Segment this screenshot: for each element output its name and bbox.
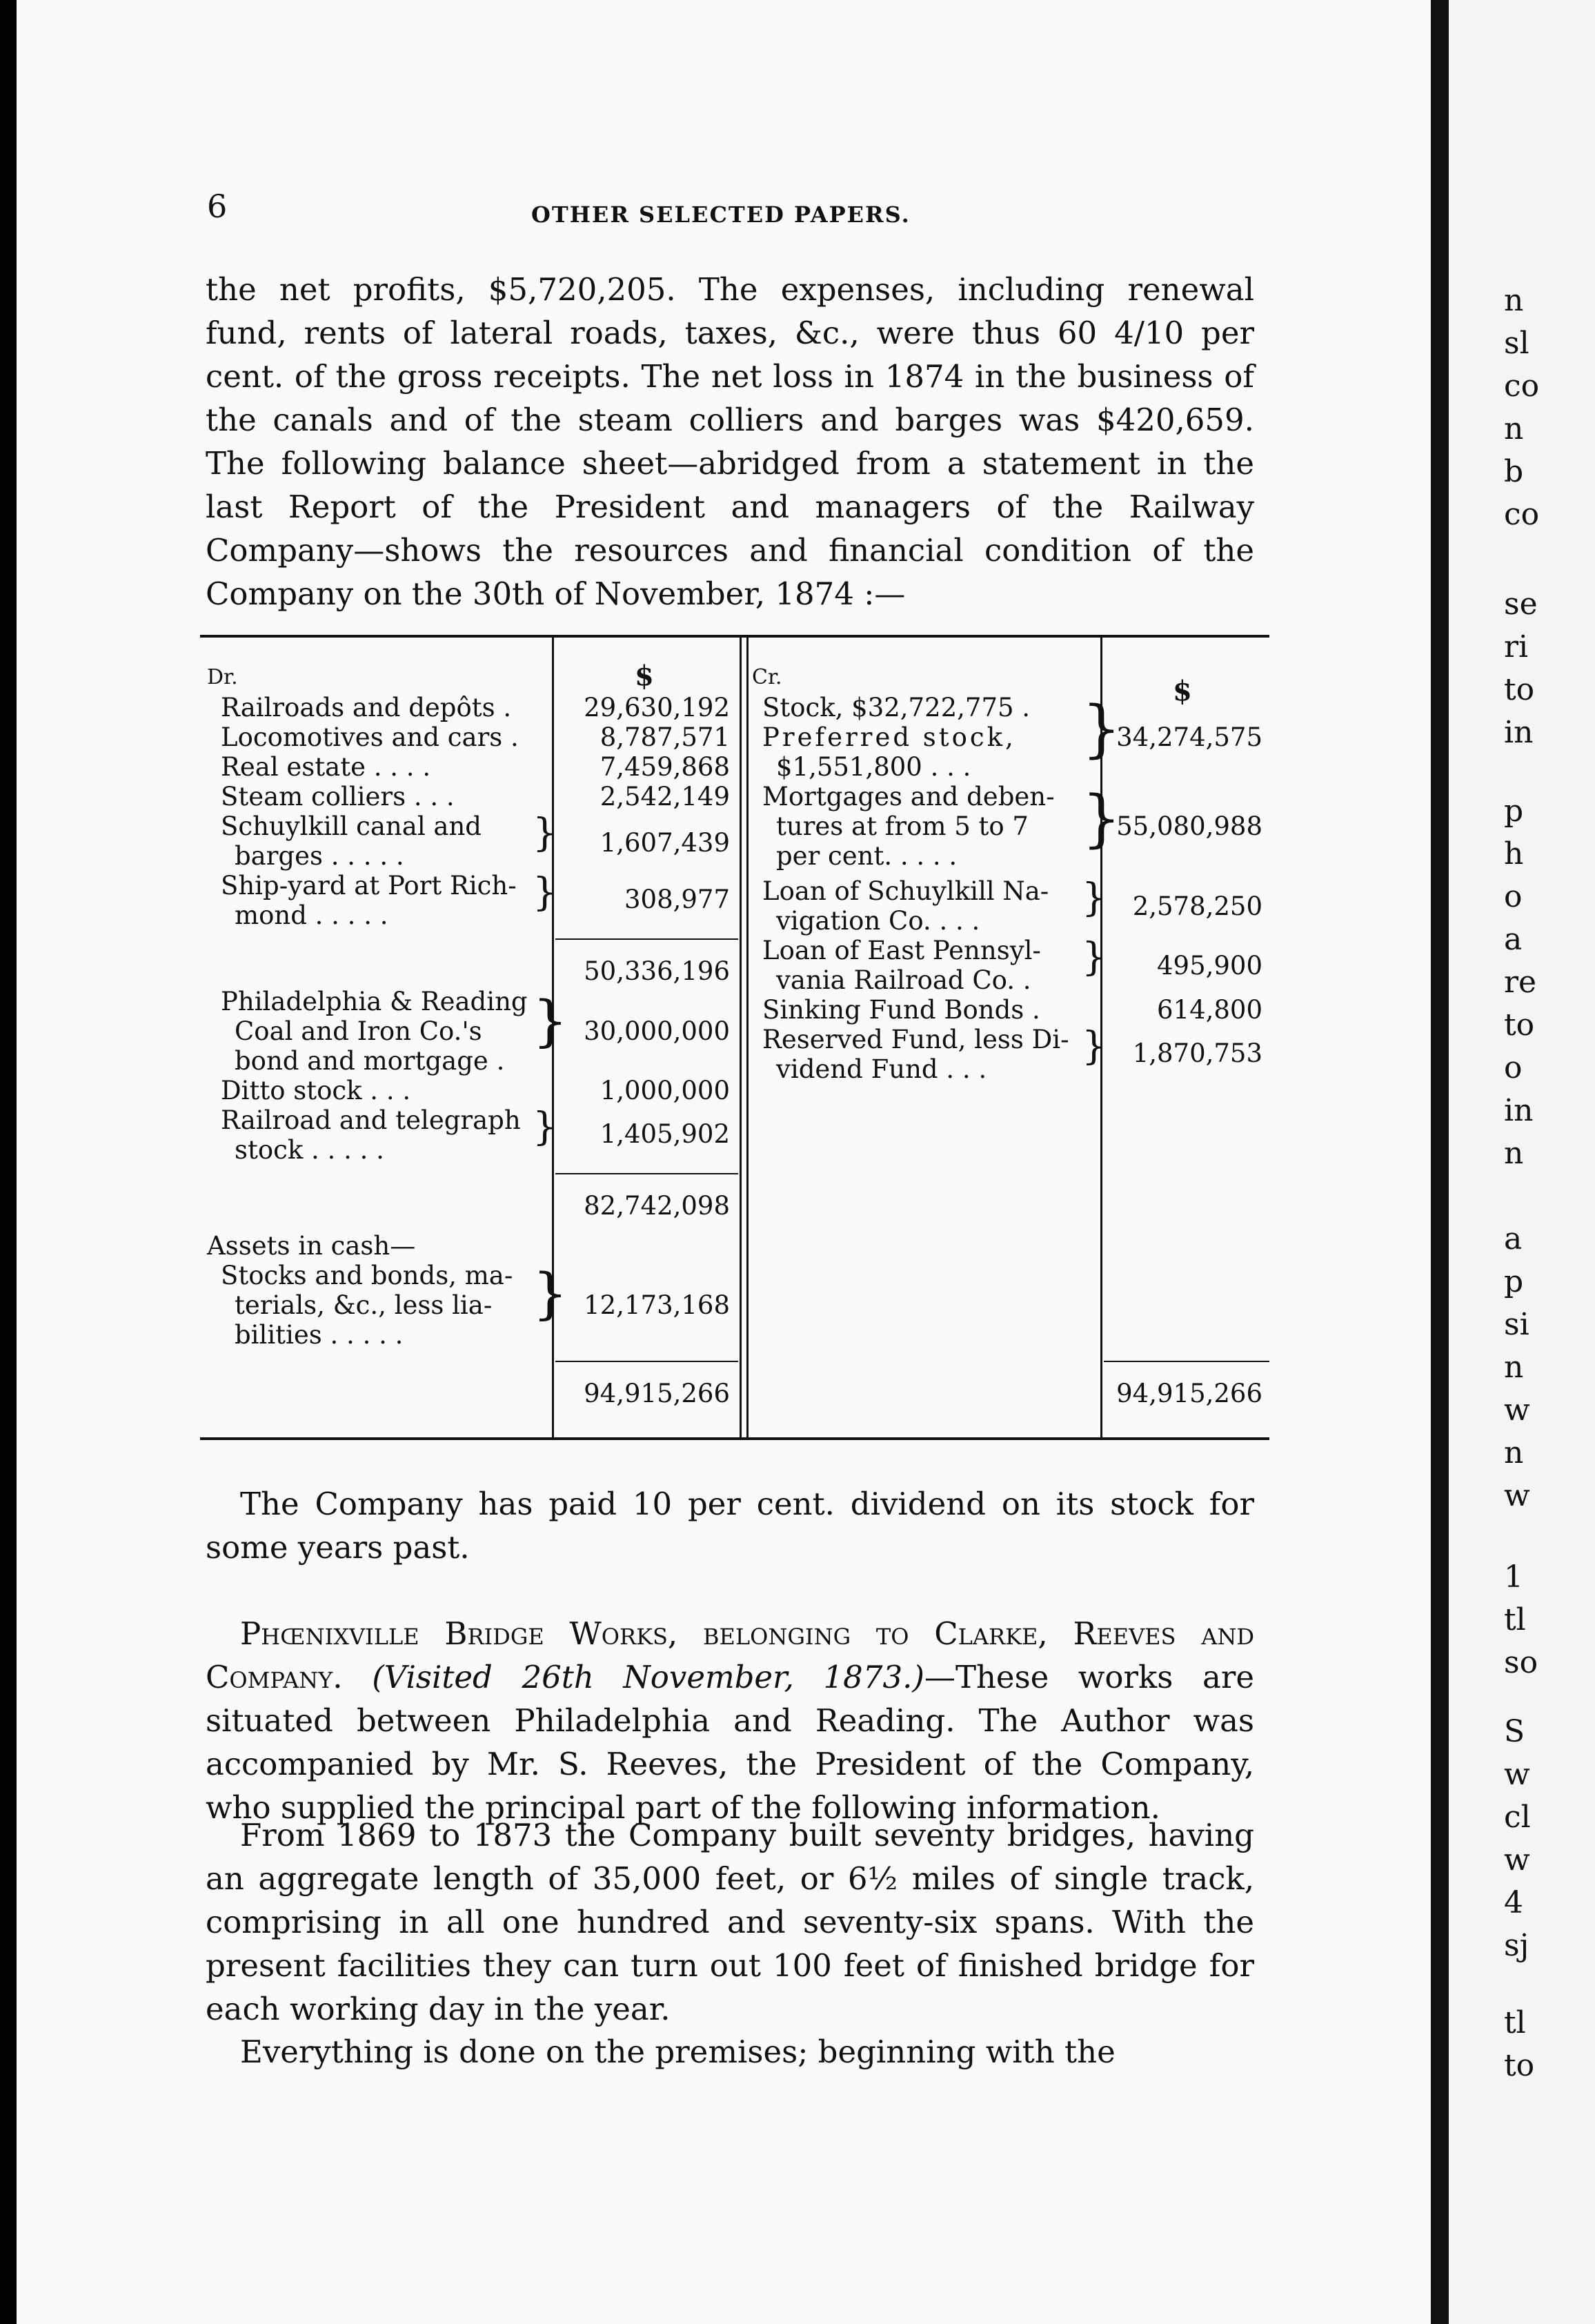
facing-page-fragment: to: [1504, 672, 1535, 707]
facing-page-fragment: so: [1504, 1645, 1538, 1680]
facing-page-fragment: S: [1504, 1714, 1525, 1749]
facing-page-fragment: w: [1504, 1757, 1530, 1792]
brace: }: [1082, 1024, 1107, 1069]
facing-page-fragment: a: [1504, 1221, 1523, 1257]
cr-row-label: vigation Co. . . .: [776, 906, 980, 936]
cr-row-value: 1,870,753: [1132, 1038, 1262, 1068]
book-spine: [1431, 0, 1449, 2324]
column-divider: [746, 638, 749, 1437]
dr-row-value: 8,787,571: [600, 722, 730, 752]
cr-row-label: $1,551,800 . . .: [776, 752, 971, 782]
dr-row-label: Philadelphia & Reading: [221, 987, 528, 1016]
dr-row-value: 12,173,168: [584, 1290, 730, 1320]
facing-page-fragment: o: [1504, 1050, 1523, 1085]
dr-row-value: 7,459,868: [600, 752, 730, 782]
dr-row-value: 308,977: [624, 885, 730, 914]
visit-date: (Visited 26th November, 1873.): [372, 1659, 924, 1695]
dr-row-label: barges . . . . .: [235, 841, 404, 871]
dr-row-label: Stocks and bonds, ma-: [221, 1261, 513, 1290]
cr-label: Cr.: [752, 665, 782, 689]
brace: }: [1082, 935, 1107, 980]
facing-page-fragment: n: [1504, 1136, 1524, 1171]
dr-row-value: 1,000,000: [600, 1076, 730, 1105]
dr-row-label: Coal and Iron Co.'s: [235, 1016, 482, 1046]
dividend-text: The Company has paid 10 per cent. dividend on its stock for some years past.: [206, 1486, 1254, 1566]
dr-total: 94,915,266: [584, 1379, 730, 1408]
section-heading: Phœnixville Bridge Works, belonging to Clarke, Reeves and Company.: [206, 1615, 1254, 1695]
dr-row-label: Schuylkill canal and: [221, 811, 482, 841]
facing-page-fragment: ri: [1504, 629, 1529, 664]
facing-page-fragment: tl: [1504, 2005, 1526, 2040]
facing-page-fragment: w: [1504, 1392, 1530, 1428]
dr-subtotal: 82,742,098: [584, 1191, 730, 1221]
cr-total: 94,915,266: [1116, 1379, 1262, 1408]
brace: }: [533, 870, 557, 915]
cr-row-value: 34,274,575: [1116, 722, 1262, 752]
facing-page-fragment: p: [1504, 1264, 1524, 1299]
facing-page-fragment: b: [1504, 454, 1524, 489]
facing-page-fragment: re: [1504, 965, 1537, 1000]
facing-page-fragment: o: [1504, 879, 1523, 914]
brace: }: [533, 989, 568, 1053]
subtotal-rule: [555, 938, 738, 940]
facing-page-fragment: se: [1504, 587, 1538, 622]
intro-paragraph: [206, 268, 1254, 616]
facing-page-fragment: a: [1504, 922, 1523, 957]
facing-page-fragment: 4: [1504, 1885, 1523, 1920]
total-rule: [555, 1361, 738, 1362]
running-head: OTHER SELECTED PAPERS.: [531, 201, 911, 228]
dr-row-label: bond and mortgage .: [235, 1046, 505, 1076]
brace: }: [1082, 782, 1122, 855]
bridges-paragraph: [206, 1813, 1254, 2031]
facing-page-fragment: to: [1504, 1007, 1535, 1043]
facing-page-fragment: tl: [1504, 1602, 1526, 1637]
facing-page-fragment: to: [1504, 2048, 1535, 2083]
cr-row-value: 495,900: [1156, 951, 1262, 981]
brace: }: [533, 1261, 568, 1326]
dr-row-value: 30,000,000: [584, 1016, 730, 1046]
facing-page-fragment: 1: [1504, 1559, 1523, 1595]
dividend-paragraph: [206, 1482, 1254, 1569]
intro-paragraph-text: the net profits, $5,720,205. The expenses, including renewal fund, rents of lateral roads, taxes, &c., were thus 60 4/10 per cent. of the gross receipts. The net loss in 1874 in the business of the canals and of the steam colliers and barges was $420,659. The following balance sheet—abridged from a statement in the last Report of the President and managers of the Railway Company—shows the resources and financial condition of the Company on the 30th of November, 1874 :—: [206, 271, 1254, 612]
dr-row-label: Ditto stock . . .: [221, 1076, 411, 1105]
dr-row-label: Locomotives and cars .: [221, 722, 519, 752]
dr-label: Dr.: [207, 665, 238, 689]
table-bottom-rule: [200, 1437, 1269, 1440]
facing-page-fragment: w: [1504, 1842, 1530, 1878]
balance-sheet-table: [200, 635, 1269, 1442]
dr-row-label: Assets in cash—: [207, 1231, 416, 1261]
cr-row-value: 55,080,988: [1116, 811, 1262, 841]
brace: }: [1082, 876, 1107, 920]
cr-row-label: vania Railroad Co. .: [776, 965, 1031, 995]
facing-page-fragment: co: [1504, 368, 1540, 404]
dr-row-label: Real estate . . . .: [221, 752, 431, 782]
bridges-text: From 1869 to 1873 the Company built seventy bridges, having an aggregate length of 35,000 feet, or 6½ miles of single track, comprising in all one hundred and seventy-six spans. With the present facilities they can turn out 100 feet of finished bridge for each working day in the year.: [206, 1817, 1254, 2027]
dr-row-value: 2,542,149: [600, 782, 730, 811]
cr-row-label: Sinking Fund Bonds .: [762, 995, 1040, 1025]
facing-page-fragment: w: [1504, 1478, 1530, 1513]
facing-page-fragment: in: [1504, 715, 1534, 750]
dr-row-label: Railroads and depôts .: [221, 693, 512, 722]
dr-row-label: stock . . . . .: [235, 1135, 384, 1165]
facing-page-fragment: h: [1504, 836, 1524, 872]
facing-page-fragment: sl: [1504, 326, 1529, 361]
facing-page-fragment: cl: [1504, 1800, 1531, 1835]
section-text: —These works are situated between Philadelphia and Reading. The Author was accompanied by Mr. S. Reeves, the President of the Company, who supplied the principal part of the following information.: [206, 1659, 1254, 1826]
facing-page-fragment: n: [1504, 283, 1524, 318]
brace: }: [1082, 693, 1122, 765]
total-rule: [1104, 1361, 1269, 1362]
cr-row-label: Preferred stock,: [762, 722, 1016, 752]
last-paragraph: [206, 2030, 1254, 2074]
dr-row-value: 29,630,192: [584, 693, 730, 722]
dr-row-label: bilities . . . . .: [235, 1320, 404, 1350]
facing-page-fragment: si: [1504, 1307, 1529, 1342]
column-divider: [740, 638, 742, 1437]
dr-row-label: Railroad and telegraph: [221, 1105, 521, 1135]
page-number: 6: [207, 188, 228, 225]
facing-page-fragment: n: [1504, 411, 1524, 446]
brace: }: [533, 1105, 557, 1150]
last-text: Everything is done on the premises; beginning with the: [240, 2034, 1116, 2070]
cr-row-label: vidend Fund . . .: [776, 1054, 987, 1084]
dr-subtotal: 50,336,196: [584, 956, 730, 986]
cr-row-label: Mortgages and deben-: [762, 782, 1055, 811]
facing-page-fragment: in: [1504, 1093, 1534, 1128]
section-paragraph: [206, 1612, 1254, 1829]
cr-row-label: Reserved Fund, less Di-: [762, 1025, 1069, 1054]
cr-row-label: Loan of Schuylkill Na-: [762, 876, 1049, 906]
cr-currency: $: [1173, 675, 1192, 707]
facing-page-fragment: co: [1504, 497, 1540, 532]
dr-row-value: 1,405,902: [600, 1119, 730, 1149]
cr-row-label: tures at from 5 to 7: [776, 811, 1029, 841]
brace: }: [533, 811, 557, 856]
facing-page-fragment: p: [1504, 794, 1524, 829]
cr-row-value: 614,800: [1156, 995, 1262, 1025]
facing-page-fragment: n: [1504, 1435, 1524, 1470]
dr-row-label: terials, &c., less lia-: [235, 1290, 493, 1320]
cr-row-label: per cent. . . . .: [776, 841, 958, 871]
dr-row-label: Ship-yard at Port Rich-: [221, 871, 517, 900]
cr-row-label: Loan of East Pennsyl-: [762, 936, 1041, 965]
cr-row-label: Stock, $32,722,775 .: [762, 693, 1031, 722]
dr-currency: $: [635, 660, 654, 692]
subtotal-rule: [555, 1173, 738, 1174]
facing-page-fragment: n: [1504, 1350, 1524, 1385]
dr-row-label: mond . . . . .: [235, 900, 388, 930]
facing-page-fragment: sj: [1504, 1928, 1529, 1963]
cr-row-value: 2,578,250: [1132, 892, 1262, 921]
dr-row-value: 1,607,439: [600, 828, 730, 858]
dr-row-label: Steam colliers . . .: [221, 782, 455, 811]
table-top-rule: [200, 635, 1269, 638]
